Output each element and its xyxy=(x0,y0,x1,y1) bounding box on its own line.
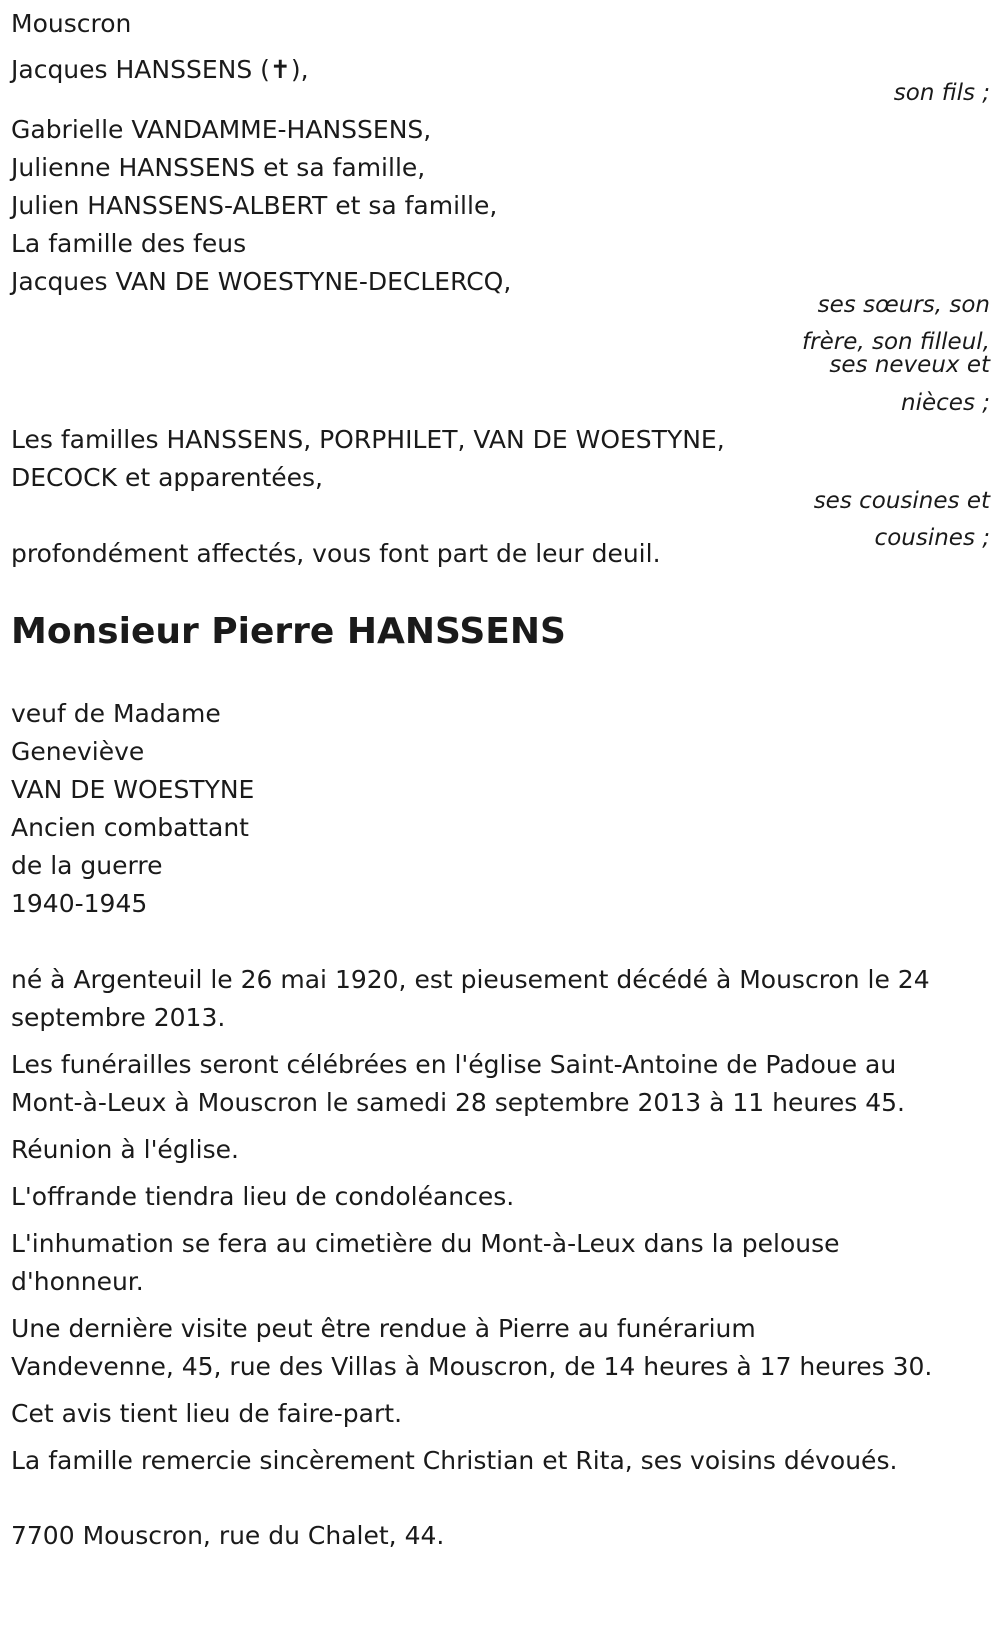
paragraph-line: L'offrande tiendra lieu de condoléances. xyxy=(11,1182,515,1211)
deceased-name: Monsieur Pierre HANSSENS xyxy=(11,611,566,652)
location-heading: Mouscron xyxy=(11,9,132,38)
paragraph-line: Vandevenne, 45, rue des Villas à Mouscron, de 14 heures à 17 heures 30. xyxy=(11,1352,933,1381)
cousins-relation: cousines ; xyxy=(874,525,990,551)
sibling-line: La famille des feus xyxy=(11,229,247,258)
siblings-relation: ses sœurs, son xyxy=(817,292,990,318)
sibling-line: Gabrielle VANDAMME-HANSSENS, xyxy=(11,115,432,144)
cousins-line: DECOCK et apparentées, xyxy=(11,463,323,492)
cousins-relation: ses cousines et xyxy=(813,488,990,514)
paragraph-line: L'inhumation se fera au cimetière du Mont-à-Leux dans la pelouse xyxy=(11,1229,840,1258)
son-name: Jacques HANSSENS (✝), xyxy=(11,55,309,84)
siblings-relation: ses neveux et xyxy=(829,352,990,378)
detail-line: Geneviève xyxy=(11,737,145,766)
siblings-relation: nièces ; xyxy=(901,390,990,416)
paragraph-line: Une dernière visite peut être rendue à Pierre au funérarium xyxy=(11,1314,756,1343)
paragraph-line: septembre 2013. xyxy=(11,1003,226,1032)
paragraph-line: né à Argenteuil le 26 mai 1920, est pieusement décédé à Mouscron le 24 xyxy=(11,965,930,994)
son-relation: son fils ; xyxy=(893,80,990,106)
address-line: 7700 Mouscron, rue du Chalet, 44. xyxy=(11,1521,445,1550)
cousins-line: Les familles HANSSENS, PORPHILET, VAN DE WOESTYNE, xyxy=(11,425,725,454)
paragraph-line: Cet avis tient lieu de faire-part. xyxy=(11,1399,403,1428)
detail-line: VAN DE WOESTYNE xyxy=(11,775,255,804)
paragraph-line: Les funérailles seront célébrées en l'église Saint-Antoine de Padoue au xyxy=(11,1050,897,1079)
detail-line: 1940-1945 xyxy=(11,889,148,918)
sibling-line: Julien HANSSENS-ALBERT et sa famille, xyxy=(11,191,498,220)
detail-line: Ancien combattant xyxy=(11,813,249,842)
paragraph-line: La famille remercie sincèrement Christian et Rita, ses voisins dévoués. xyxy=(11,1446,898,1475)
siblings-relation: frère, son filleul, xyxy=(802,329,990,355)
detail-line: veuf de Madame xyxy=(11,699,221,728)
detail-line: de la guerre xyxy=(11,851,163,880)
paragraph-line: Mont-à-Leux à Mouscron le samedi 28 septembre 2013 à 11 heures 45. xyxy=(11,1088,906,1117)
sibling-line: Jacques VAN DE WOESTYNE-DECLERCQ, xyxy=(11,267,512,296)
announcement-text: profondément affectés, vous font part de leur deuil. xyxy=(11,539,661,568)
sibling-line: Julienne HANSSENS et sa famille, xyxy=(11,153,426,182)
paragraph-line: d'honneur. xyxy=(11,1267,144,1296)
paragraph-line: Réunion à l'église. xyxy=(11,1135,239,1164)
